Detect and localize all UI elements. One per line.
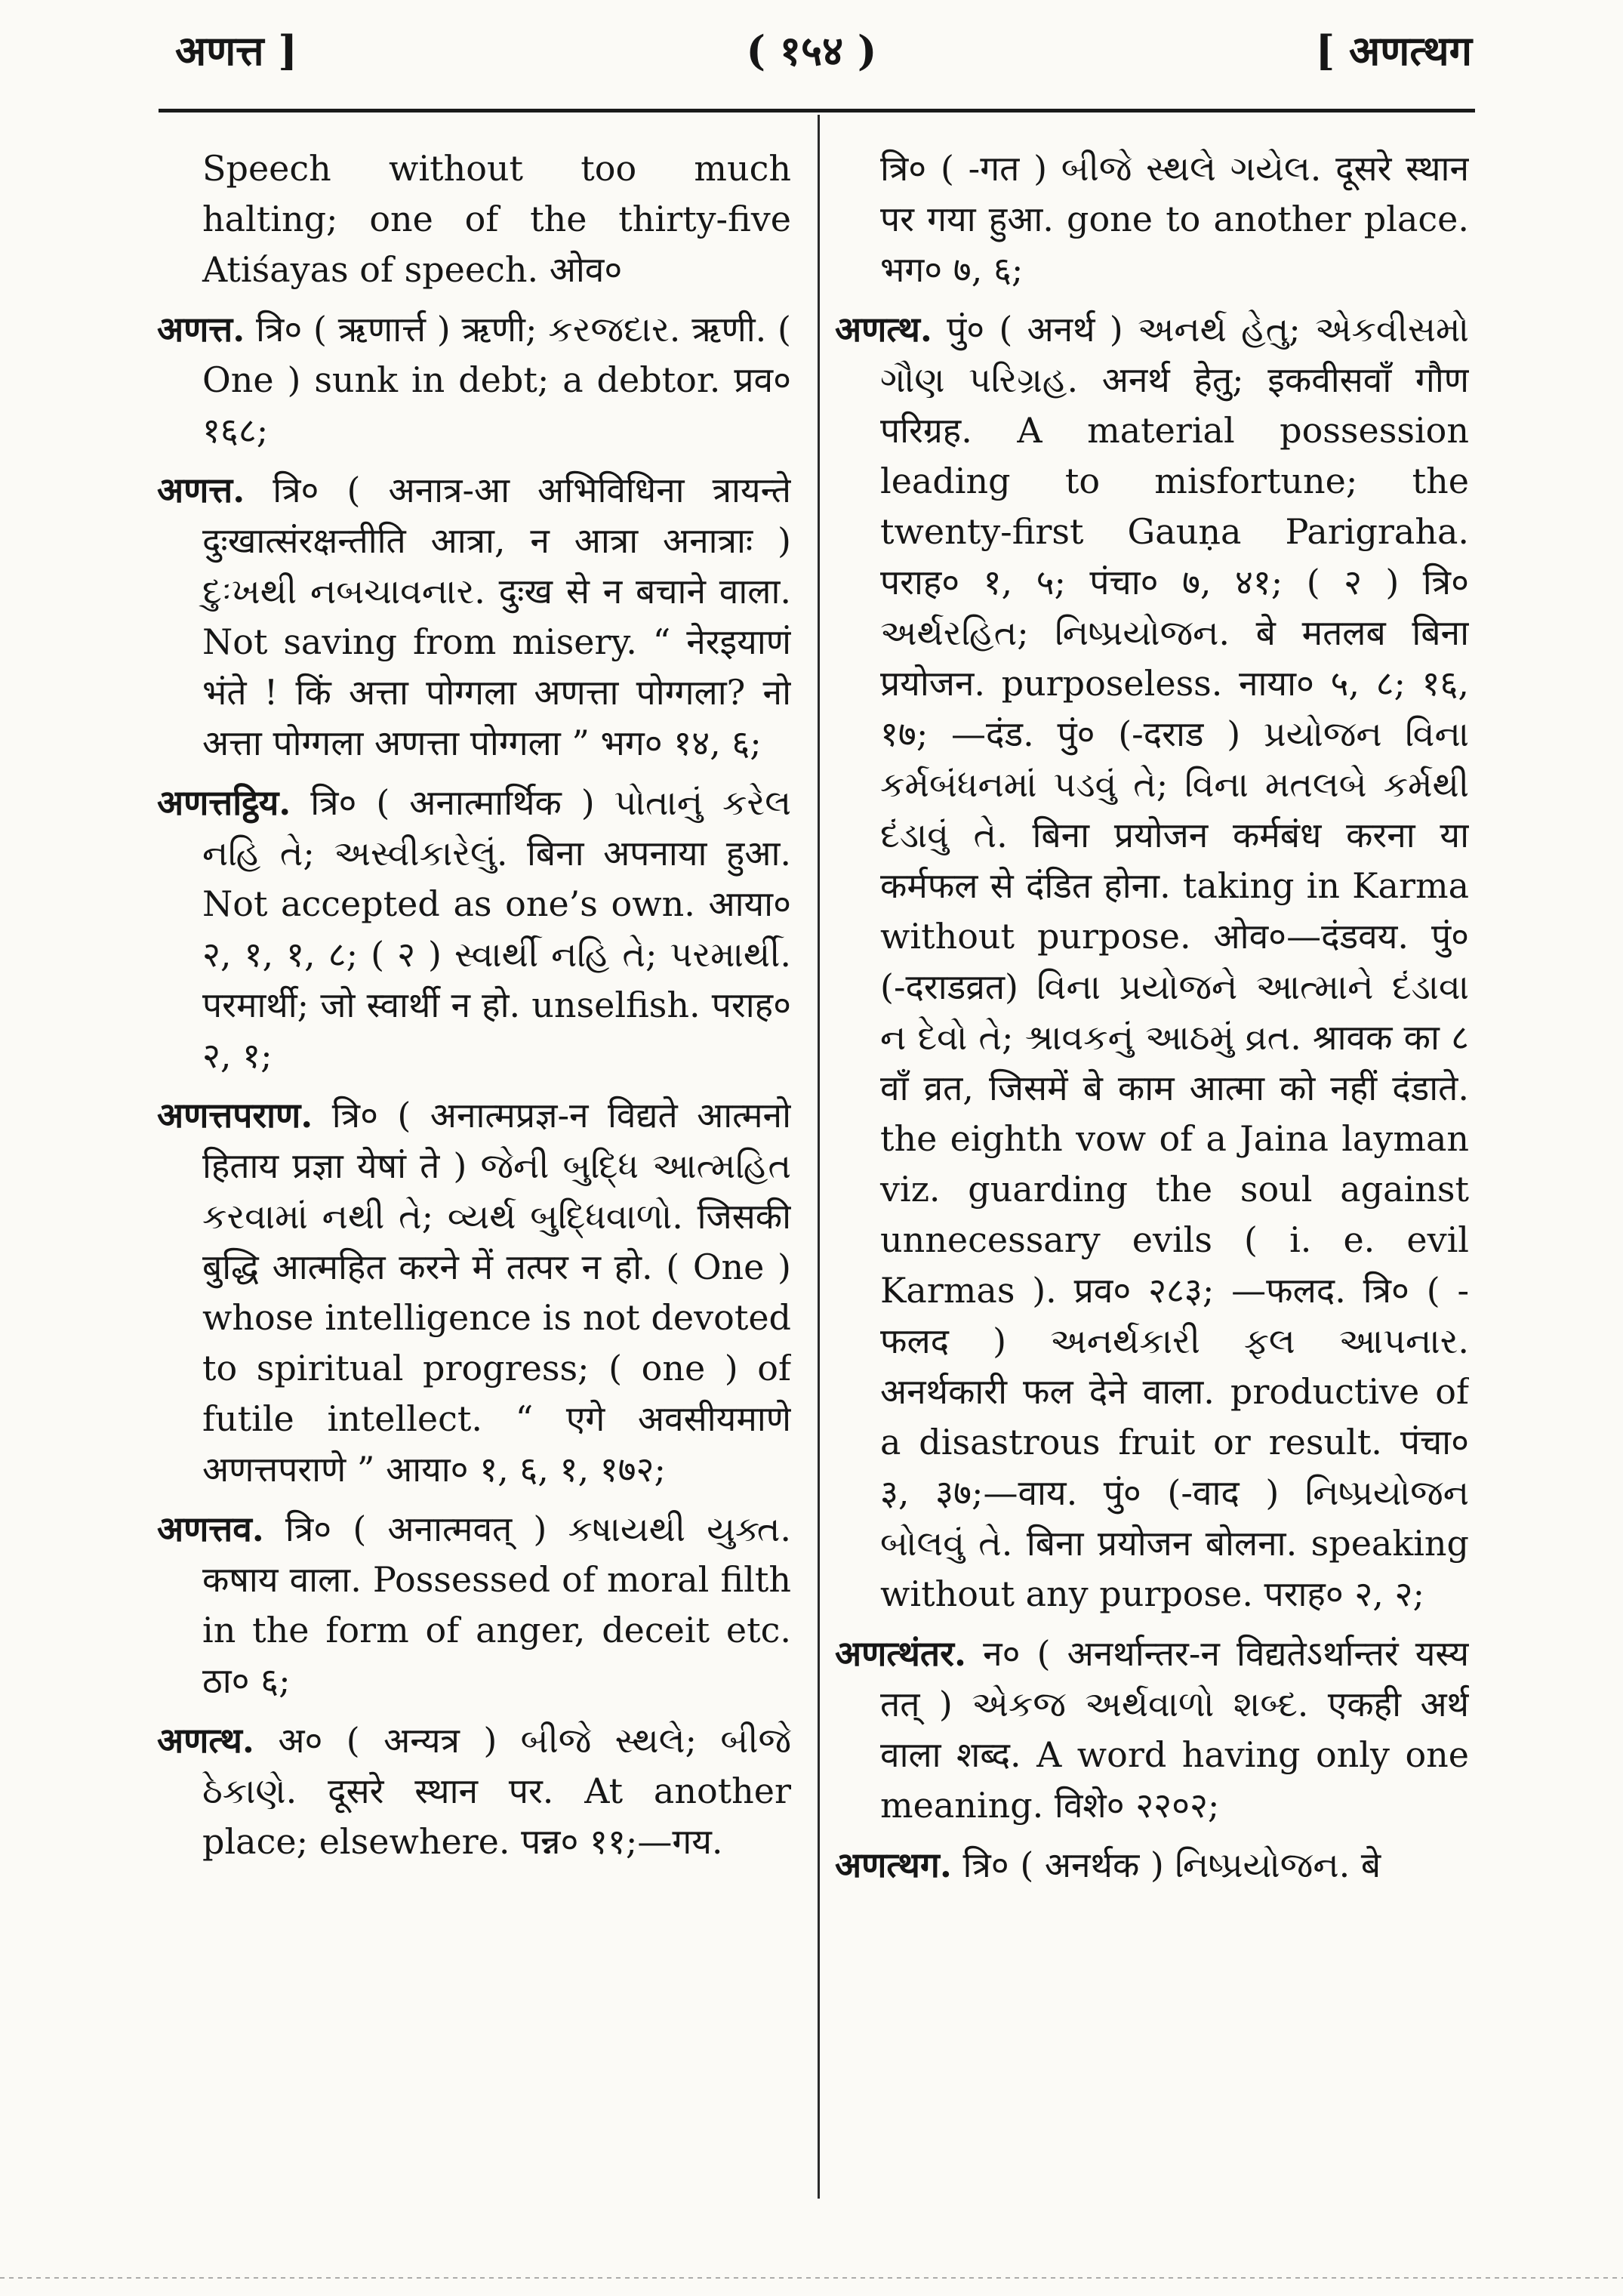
entry — [835, 1629, 1469, 1831]
right-column — [835, 143, 1469, 2205]
entry-continuation: Speech without too much halting; one of the thirty-five Atiśayas of speech. ओव० — [202, 148, 791, 290]
entry-body: त्रि० ( अनात्मप्रज्ञ-न विद्यते आत्मनो हिताय प्रज्ञा येषां ते ) જેની બુદ્ધિ આત્મહિત કરવામાં નથી તે; વ્યર્થ બુદ્ધિવાળો. जिसकी बुद्धि आत्महित करने में तत्पर न हो. ( One ) whose intelligence is not devoted to spiritual progress; ( one ) of futile intellect. “ एगे अवसीयमाणे अणत्तपराणे ” आया० १, ६, १, १७२; — [202, 1095, 791, 1490]
entry — [157, 304, 791, 456]
entry-headword: अणत्तपराण. — [157, 1095, 313, 1136]
entry — [157, 778, 791, 1081]
header-right-guideword: [ अणत्थग — [1315, 26, 1472, 75]
entry-headword: अणत्तट्ठिय. — [157, 782, 291, 823]
page-bottom-edge — [0, 2277, 1623, 2279]
entry-headword: अणत्थंतर. — [835, 1633, 966, 1674]
entry — [157, 1090, 791, 1495]
entry-body: त्रि० ( अनात्मार्थिक ) પોતાનું કરેલ નહિ તે; અસ્વીકારેલું. बिना अपनाया हुआ. Not accepted as one’s own. आया० २, १, १, ८; ( २ ) સ્વાર્થી નહિ તે; પરમાર્થી. परमार्थी; जो स्वार्थी न हो. unselfish. पराह० २, १; — [202, 782, 791, 1076]
entry-body: न० ( अनर्थान्तर-न विद्यतेऽर्थान्तरं यस्य तत् ) એકજ અર્થવાળો શબ્દ. एकही अर्थ वाला शब्द. A word having only one meaning. विशे० २२०२; — [880, 1633, 1469, 1826]
entry-body: त्रि० ( अनात्र-आ अभिविधिना त्रायन्ते दुःखात्संरक्षन्तीति आत्रा, न आत्रा अनात्राः ) દુઃખથી નબચાવનાર. दुःख से न बचाने वाला. Not saving from misery. “ नेरइयाणं भंते ! किं अत्ता पोग्गला अणत्ता पोग्गला? नो अत्ता पोग्गला अणत्ता पोग्गला ” भग० १४, ६; — [202, 470, 791, 763]
entry — [157, 1715, 791, 1867]
entry-headword: अणत्त. — [157, 470, 245, 510]
entry-body: पुं० ( अनर्थ ) અનર્થ હેતુ; એકવીસમો ગૌણ પરિગ્રહ. अनर्थ हेतु; इकवीसवाँ गौण परिग्रह. A material possession leading to misfortune; the twenty-first Gauṇa Parigraha. पराह० १, ५; पंचा० ७, ४१; ( २ ) त्रि० અર્થરહિત; નિષ્પ્રયોજન. बे मतलब बिना प्रयोजन. purposeless. नाया० ५, ८; १६, १७; —दंड. पुं० (-दराड ) પ્રયોજન વિના કર્મબંધનમાં પડવું તે; વિના મતલબે કર્મથી દંડાવું તે. बिना प्रयोजन कर्मबंध करना या कर्मफल से दंडित होना. taking in Karma without purpose. ओव०—दंडवय. पुं० (-दराडव्रत) વિના પ્રયોજને આત્માને દંડાવા ન દેવો તે; શ્રાવકનું આઠમું વ્રત. श्रावक का ८ वाँ व्रत, जिसमें बे काम आत्मा को नहीं दंडाते. the eighth vow of a Jaina layman viz. guarding the soul against unnecessary evils ( i. e. evil Karmas ). प्रव० २८३; —फलद. त्रि० ( -फलद ) અનર્થકારી ફલ આપનાર. अनर्थकारी फल देने वाला. productive of a disastrous fruit or result. पंचा० ३, ३७;—वाय. पुं० (-वाद ) નિષ્પ્રયોજન બોલવું તે. बिना प्रयोजन बोलना. speaking without any purpose. पराह० २, २; — [880, 309, 1469, 1614]
entry — [835, 304, 1469, 1620]
entry-headword: अणत्तव. — [157, 1509, 264, 1549]
column-divider — [818, 115, 820, 2199]
left-column — [157, 143, 791, 2205]
entry — [157, 1504, 791, 1706]
entry-body: त्रि० ( अनर्थक ) નિષ્પ્રયોજન. बे — [951, 1845, 1381, 1885]
entry-headword: अणत्थ. — [157, 1720, 254, 1761]
entry-headword: अणत्थग. — [835, 1845, 952, 1885]
entry — [157, 465, 791, 769]
header-rule — [159, 109, 1475, 112]
entry — [835, 1840, 1469, 1891]
page-number: ( १५४ ) — [746, 26, 877, 75]
entry-continuation: त्रि० ( -गत ) બીજે સ્થલે ગયેલ. दूसरे स्थान पर गया हुआ. gone to another place. भग० ७, ६; — [880, 148, 1469, 290]
entry-body: अ० ( अन्यत्र ) બીજે સ્થલે; બીજે ઠેકાણે. दूसरे स्थान पर. At another place; elsewhere. पन्न० ११;—गय. — [202, 1720, 791, 1862]
entry-body: त्रि० ( अनात्मवत् ) કષાયથી યુક્ત. कषाय वाला. Possessed of moral filth in the form of anger, deceit etc. ठा० ६; — [202, 1509, 791, 1701]
entry-headword: अणत्त. — [157, 309, 245, 350]
header-left-guideword: अणत्त ] — [175, 26, 297, 75]
entry-headword: अणत्थ. — [835, 309, 932, 350]
entry-body: त्रि० ( ऋणार्त्त ) ऋणी; કરજદાર. ऋणी. ( One ) sunk in debt; a debtor. प्रव० १६८; — [202, 309, 791, 451]
